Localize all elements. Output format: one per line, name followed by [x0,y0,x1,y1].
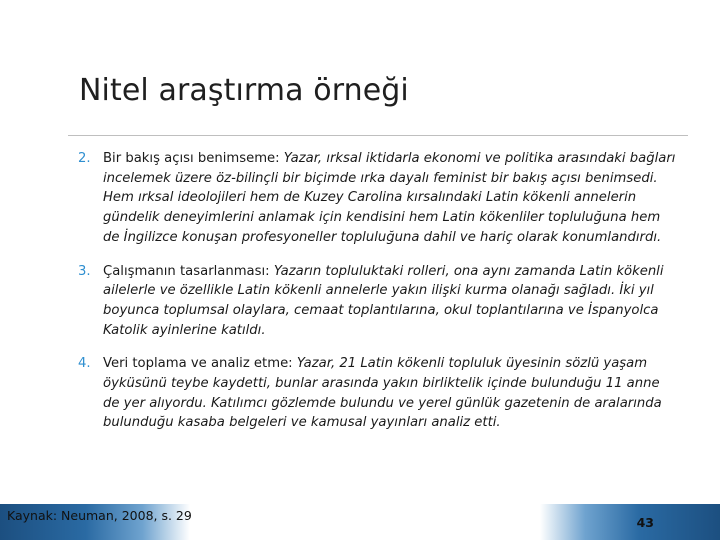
page-number: 43 [636,515,654,530]
list-item-body: Yazar, 21 Latin kökenli topluluk üyesinin sözlü yaşam öyküsünü teybe kaydetti, bunlar arasında yakın birliktelik içinde bulunduğu 11 anne de yer alıyordu. Katılımcı gözlemde bulundu ve yerel günlük gazetenin de aralarında bulunduğu kasaba belgeleri ve kamusal yayınları analiz etti. [103,356,662,431]
title-divider [68,135,688,136]
list-item-lead: Bir bakış açısı benimseme: [103,151,284,166]
slide-title: Nitel araştırma örneği [79,73,409,108]
list-item-number: 4. [78,356,91,372]
list-item [78,149,678,248]
numbered-list [78,149,678,447]
source-citation: Kaynak: Neuman, 2008, s. 29 [7,508,192,523]
list-item [78,262,678,341]
list-item-number: 3. [78,263,91,279]
list-item-body: Yazarın topluluktaki rolleri, ona aynı zamanda Latin kökenli ailelerle ve özellikle Latin kökenli annelerle yakın ilişki kurma olanağı sağladı. İki yıl boyunca toplumsal olaylara, cemaat toplantılarına, okul toplantılarına ve İspanyolca Katolik ayinlerine katıldı. [103,263,664,338]
list-item-body: Yazar, ırksal iktidarla ekonomi ve politika arasındaki bağları incelemek üzere öz-bilinçli bir biçimde ırka dayalı feminist bir bakış açısı benimsedi. Hem ırksal ideolojileri hem de Kuzey Carolina kırsalındaki Latin kökenli annelerin gündelik deneyimlerini anlamak için kendisini hem Latin kökenliler topluluğuna hem de İngilizce konuşan profesyoneller topluluğuna dahil ve hariç olarak konumlandırdı. [103,151,676,245]
list-item-lead: Veri toplama ve analiz etme: [103,356,297,372]
footer-right-gradient [540,504,720,540]
list-item-lead: Çalışmanın tasarlanması: [103,263,274,279]
footer-bar [0,504,720,540]
list-item-number: 2. [78,151,91,166]
list-item [78,354,678,433]
